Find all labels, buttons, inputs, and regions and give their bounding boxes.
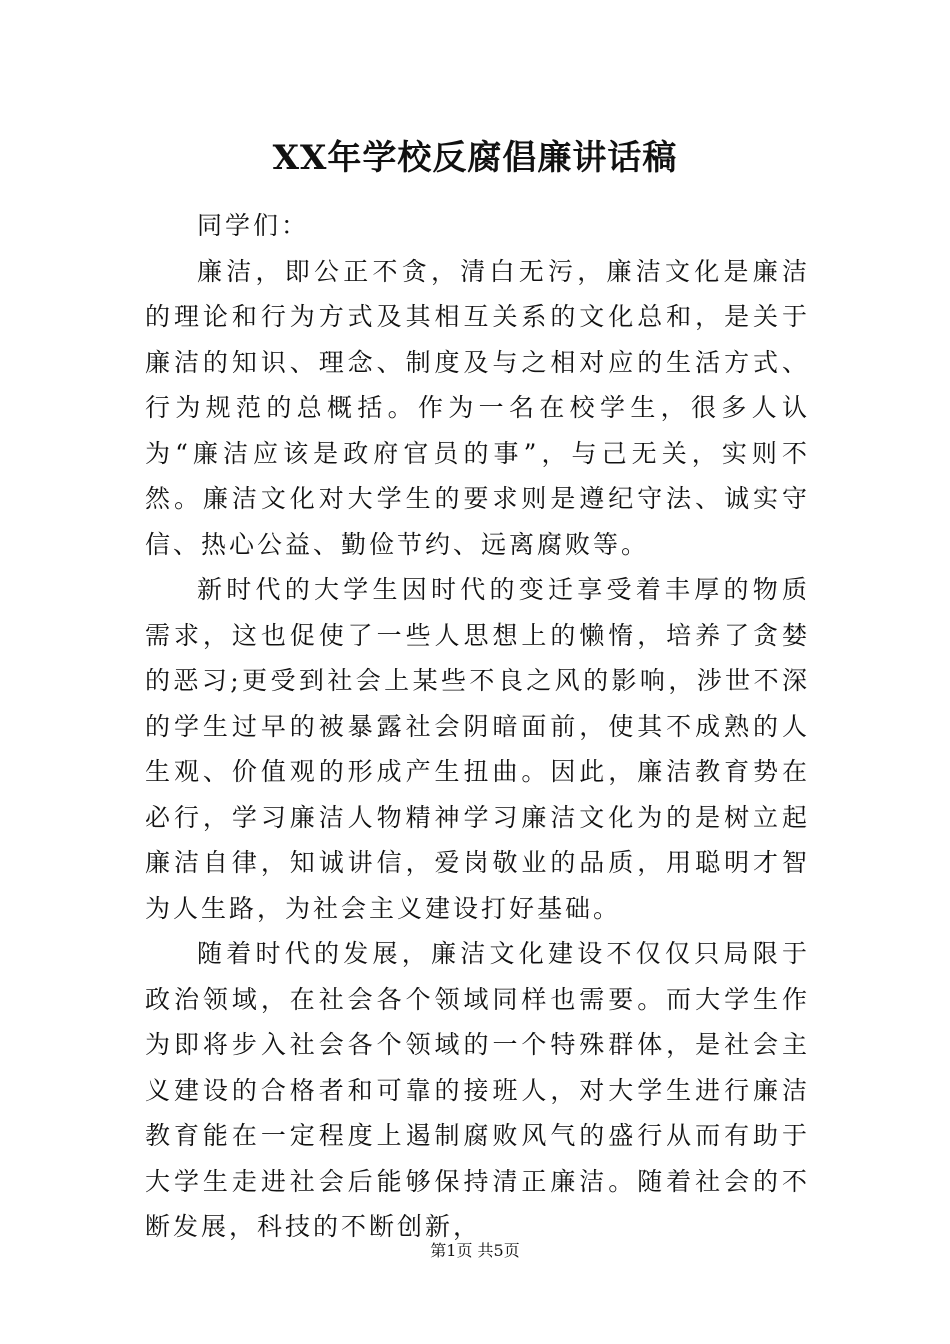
greeting: 同学们：	[197, 211, 310, 240]
document-title: XX年学校反腐倡廉讲话稿	[272, 138, 678, 178]
paragraph-2: 新时代的大学生因时代的变迁享受着丰厚的物质需求，这也促使了一些人思想上的懒惰，培养了贪婪的恶习;更受到社会上某些不良之风的影响，涉世不深的学生过早的被暴露社会阴暗面前，使其不成熟的人生观、价值观的形成产生扭曲。因此，廉洁教育势在必行，学习廉洁人物精神学习廉洁文化为的是树立起廉洁自律，知诚讲信，爱岗敬业的品质，用聪明才智为人生路，为社会主义建设打好基础。	[145, 575, 810, 923]
document-body	[145, 203, 810, 1250]
page-footer: 第1页 共5页	[430, 1241, 520, 1260]
paragraph-3: 随着时代的发展，廉洁文化建设不仅仅只局限于政治领域，在社会各个领域同样也需要。而大学生作为即将步入社会各个领域的一个特殊群体，是社会主义建设的合格者和可靠的接班人，对大学生进行廉洁教育能在一定程度上遏制腐败风气的盛行从而有助于大学生走进社会后能够保持清正廉洁。随着社会的不断发展，科技的不断创新，	[145, 939, 810, 1241]
paragraph-1: 廉洁，即公正不贪，清白无污，廉洁文化是廉洁的理论和行为方式及其相互关系的文化总和，是关于廉洁的知识、理念、制度及与之相对应的生活方式、行为规范的总概括。作为一名在校学生，很多人认为“廉洁应该是政府官员的事”，与己无关，实则不然。廉洁文化对大学生的要求则是遵纪守法、诚实守信、热心公益、勤俭节约、远离腐败等。	[145, 256, 810, 559]
